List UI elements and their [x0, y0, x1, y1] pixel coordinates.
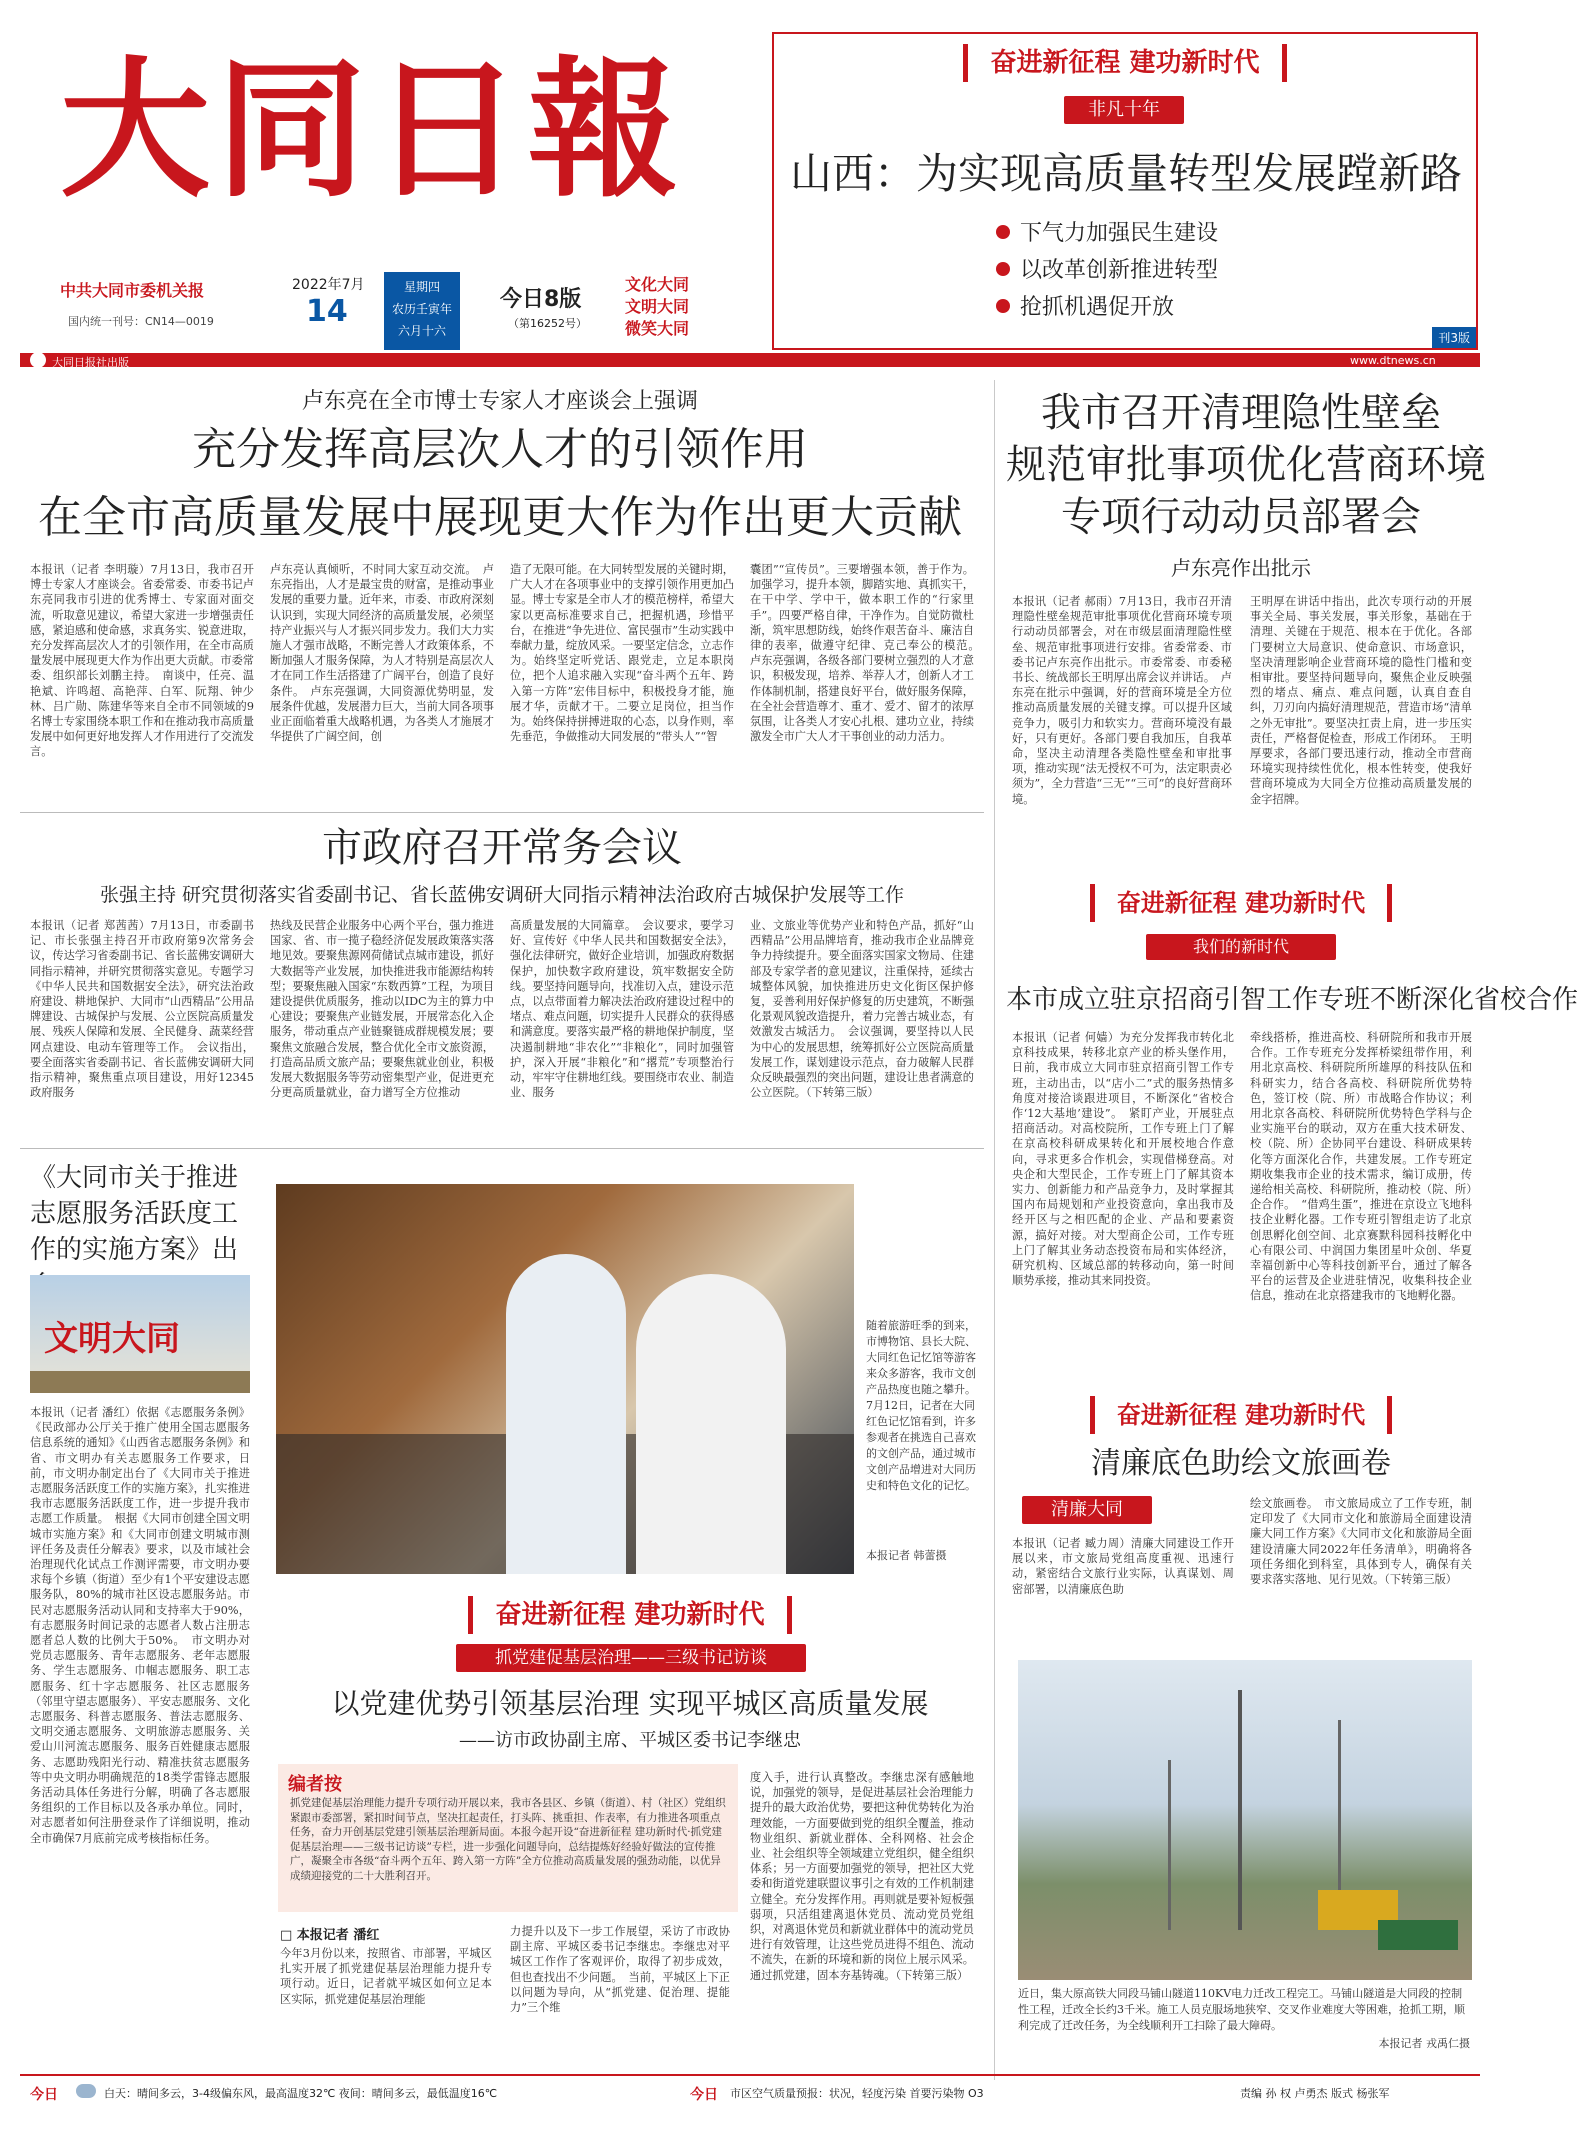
publisher-label: 大同日报社出版 — [52, 356, 129, 369]
pylon-icon — [1238, 1690, 1242, 1930]
beijing-banner-text: 奋进新征程 建功新时代 — [1090, 884, 1392, 922]
editor-note-text: 抓党建促基层治理能力提升专项行动开展以来，我市各县区、乡镇（街道）、村（社区）党组织紧跟市委部署，紧扣时间节点，坚决扛起责任，打头阵、挑重担、作表率，有力推进各项重点任务，奋力开创基层党建引领基层治理新局面。本报今起开设“奋进新征程 建功新时代·抓党建促基层治理——三级书记访谈”专栏，进一步强化问题导向，总结提炼好经验好做法的宣传推广，凝聚全市各级“奋斗两个五年、跨入第一方阵”全方位推动高质量发展的强劲动能，以优异成绩迎接党的二十大胜利召开。 — [290, 1797, 726, 1882]
bullet-dot-icon — [996, 299, 1010, 313]
bullet-3-text: 抢抓机遇促开放 — [1020, 295, 1175, 320]
section-rule — [20, 1148, 984, 1149]
top-feature-banner — [774, 44, 1476, 82]
editor-note-label: 编者按 — [288, 1774, 342, 1795]
editor-note-box — [278, 1764, 738, 1912]
footer-weather: 白天：晴间多云，3-4级偏东风，最高温度32℃ 夜间：晴间多云，最低温度16℃ — [104, 2087, 498, 2100]
council-col-3: 高质量发展的大同篇章。 会议要求，要学习好、宣传好《中华人民共和国数据安全法》，强化法律研究，做好企业培训，加强政府数据保护，加快数字政府建设，筑牢数据安全防线。要坚持问题导向，找准切入点，建设示范点，以点带面着力解决法治政府建设过程中的堵点、难点问题，切实提升人民群众的获得感和满意度。要落实最严格的耕地保护制度，坚决遏制耕地“非农化”“非粮化”，同时加强管护，深入开展“非粮化”和“撂荒”专项整治行动，牢牢守住耕地红线。要围绕市农业、制造业、服务 — [510, 919, 734, 1100]
lunar-year: 农历壬寅年 — [391, 302, 452, 316]
right-top-col-2: 王明厚在讲话中指出，此次专项行动的开展事关全局、事关发展，事关形象，基础在于清理、关键在于规范、根本在于优化。各部门要树立大局意识、使命意识、市场意识，坚决清理影响企业营商环境的隐性门槛和变相审批。要坚持问题导向，聚焦企业反映强烈的堵点、痛点、难点问题，认真自查自纠，刀刃向内搞好清理规范，营造市场“清单之外无审批”。要坚决扛责上肩，进一步压实责任，严格督促检查，形成工作闭环。 王明厚要求，各部门要迅速行动，推动全市营商环境实现持续性优化，根本性转变，使我好营商环境成为大同全方位推动高质量发展的金字招牌。 — [1250, 595, 1472, 806]
beijing-headline: 本市成立驻京招商引智工作专班不断深化省校合作 — [1006, 985, 1578, 1015]
beijing-banner — [1006, 884, 1476, 922]
right-top-headline-2: 规范审批事项优化营商环境 — [1006, 442, 1486, 488]
lead-headline-1: 充分发挥高层次人才的引领作用 — [192, 424, 808, 475]
bullet-1 — [996, 216, 1218, 247]
top-feature-bullets — [996, 216, 1218, 327]
lead-kicker: 卢东亮在全市博士专家人才座谈会上强调 — [301, 389, 698, 414]
photo-credit: 本报记者 韩蕾摄 — [866, 1549, 947, 1562]
party-headline: 以党建优势引领基层治理 实现平城区高质量发展 — [331, 1687, 929, 1720]
lead-col-4: 囊团”“宣传员”。三要增强本领，善于作为。加强学习，提升本领，脚踏实地、真抓实干，在干中学、学中干，做本职工作的“行家里手”。四要严格自律，干净作为。自觉防微杜渐，筑牢思想防线，始终作艰苦奋斗、廉洁自律的表率，做遵守纪律、克己奉公的模范。 卢东亮强调，各级各部门要树立强烈的人才意识，积极发现，培养、举荐人才，创新人才工作体制机制，搭建良好平台，做好服务保障，在全社会营造尊才、重才、爱才、留才的浓厚氛围，让各类人才安心扎根、建功立业，持续激发全市广大人才干事创业的动力活力。 — [750, 563, 986, 744]
truck-icon — [1378, 1920, 1458, 1950]
great-wall-icon — [30, 1371, 250, 1393]
issn-label: 国内统一刊号：CN14—0019 — [68, 315, 214, 328]
right-top-col-1: 本报讯（记者 郝雨）7月13日，我市召开清理隐性壁垒规范审批事项优化营商环境专项行动动员部署会，对在市级层面清理隐性壁垒、规范审批事项进行安排。省委常委、市委书记卢东亮作出批示。市委常委、市委秘书长、统战部长王明厚出席会议并讲话。 卢东亮在批示中强调，好的营商环境是全方位推动高质量发展的关键支撑。可以提升区域竞争力，吸引力和软实力。营商环境没有最好，只有更好。各部门要自我加压，自我革命，坚决主动清理各类隐性壁垒和审批事项，推动实现“法无授权不可为，法定职责必须为”，全力营造“三无”“三可”的良好营商环境。 — [1012, 595, 1232, 806]
volunteer-logo-text: 文明大同 — [44, 1319, 180, 1359]
top-feature-tag: 非凡十年 — [1064, 96, 1184, 124]
volunteer-logo — [30, 1275, 250, 1393]
lead-col-1: 本报讯（记者 李明璇）7月13日，我市召开博士专家人才座谈会。省委常委、市委书记卢东亮同我市引进的优秀博士、专家面对面交流，听取意见建议，希望大家进一步增强责任感，紧迫感和使命感，求真务实、锐意进取，充分发挥高层次人才的引领作用，在全市高质量发展中展现更大作为作出更大贡献。市委常委、组织部长刘鹏主持。 南谈中，任亮、温艳斌、许鸣超、高艳萍、白军、阮翔、钟少林、吕广勋、陈建华等来自全市不同领域的9名博士专家围绕本职工作和在推动我市高质量发展中如何更好地发挥人才作用进行了交流发言。 — [30, 563, 254, 759]
visitor-figure-icon — [506, 1254, 626, 1574]
volunteer-body: 本报讯（记者 潘红）依据《志愿服务条例》《民政部办公厅关于推广使用全国志愿服务信息系统的通知》《山西省志愿服务条例》和省、市文明办有关志愿服务工作要求，日前，市文明办制定出台了《大同市关于推进志愿服务活跃度工作的实施方案》，扎实推进我市志愿服务活跃度工作，进一步提升我市志愿工作质量。 根据《大同市创建全国文明城市实施方案》和《大同市创建文明城市测评任务及责任分解表》要求，以及市域社会治理现代化试点工作测评需要，市文明办要求每个乡镇（街道）至少有1个平安建设志愿服务队，80%的城市社区设志愿服务站。市民对志愿服务活动认同和支持率大于90%，有志愿服务时间记录的志愿者人数占注册志愿者总人数的比例大于50%。 市文明办对党员志愿服务、青年志愿服务、老年志愿服务、学生志愿服务、巾帼志愿服务、职工志愿服务、红十字志愿服务、社区志愿服务（邻里守望志愿服务）、平安志愿服务、文化志愿服务、科普志愿服务、普法志愿服务、文明交通志愿服务、文明旅游志愿服务、关爱山川河流志愿服务、服务百姓健康志愿服务、志愿助残阳光行动、精准扶贫志愿服务等中央文明办明确规范的18类学雷锋志愿服务活动具体任务进行分解，明确了各志愿服务组织的工作目标以及各承办单位。同时，对志愿者如何注册登录作了详细说明，推动全市确保7月底前完成考核指标任务。 — [30, 1406, 250, 1845]
party-tag: 抓党建促基层治理——三级书记访谈 — [456, 1644, 806, 1672]
party-col-3: 度入手，进行认真整改。李继忠深有感触地说，加强党的领导，是促进基层社会治理能力提升的最大政治优势，要把这种优势转化为治理效能，一方面要做到党的组织全覆盖，推动物业组织、新就业群体、全科网格、社会企业、社会组织等全领域建立党组织，健全组织体系；另一方面要加强党的领导，把社区大党委和街道党建联盟议事引之有效的工作机制建立健全。充分发挥作用。再则就是要补短板强弱项，只活组建离退休党员、流动党员党组织，对离退休党员和新就业群体中的流动党员进行有效管理，让这些党员进得不组色、流动不流失，在新的环境和新的岗位上展示风采。通过抓党建，固本夯基铸魂。（下转第三版） — [750, 1771, 974, 1982]
culture-banner — [1006, 1396, 1476, 1434]
power-photo-credit: 本报记者 戎禹仁摄 — [1378, 2037, 1470, 2050]
lead-headline-2: 在全市高质量发展中展现更大作为作出更大贡献 — [38, 492, 962, 543]
council-col-4: 业、文旅业等优势产业和特色产品，抓好“山西精品”公用品牌培育，推动我市企业品牌竞争力持续提升。要全面落实国家文物局、住建部及专家学者的意见建议，注重保持，延续古城整体风貌，加快推进历史文化街区保护修复，妥善利用好保护修复的历史建筑，不断强化景观风貌改造提升，着力完善古城业态，有效激发古城活力。 会议强调，要坚持以人民为中心的发展思想，统筹抓好公立医院高质量发展工作，谋划建设示范点，奋力破解人民群众反映最强烈的突出问题，建设让患者满意的公立医院。（下转第三版） — [750, 919, 974, 1100]
bullet-dot-icon — [996, 262, 1010, 276]
council-col-2: 热线及民营企业服务中心两个平台，强力推进国家、省、市一揽子稳经济促发展政策落实落地见效。要聚焦源网荷储试点城市建设，抓好大数据等产业发展，加快推进我市能源结构转型；要聚焦融入国家“东数西算”工程，为项目建设提供优质服务，推动以IDC为主的算力中心建设；要聚焦产业链发展，开展常态化入企服务，带动重点产业链聚链成群规模发展；要聚焦文旅融合发展，整合优化全市文旅资源，打造高品质文旅产品；要聚焦就业创业，积极发展大数据服务等劳动密集型产业，促进更充分更高质量就业，奋力谱写全方位推动 — [270, 919, 495, 1100]
date-block — [264, 272, 514, 350]
footer-air: 市区空气质量预报：状况，轻度污染 首要污染物 O3 — [730, 2087, 984, 2100]
culture-banner-text: 奋进新征程 建功新时代 — [1090, 1396, 1392, 1434]
culture-col-1: 本报讯（记者 臧力周）清廉大同建设工作开展以来，市文旅局党组高度重视、迅速行动，紧密结合文旅行业实际，认真谋划、周密部署，以清廉底色助 — [1012, 1537, 1234, 1596]
bullet-1-text: 下气力加强民生建设 — [1020, 221, 1219, 246]
council-headline: 市政府召开常务会议 — [322, 825, 682, 871]
pylon-icon — [1168, 1760, 1171, 1930]
slogans — [625, 274, 689, 340]
top-feature-box — [772, 32, 1478, 350]
footer-rule — [20, 2074, 1480, 2076]
museum-photo — [276, 1184, 854, 1574]
beijing-col-2: 牵线搭桥，推进高校、科研院所和我市开展合作。工作专班充分发挥桥梁纽带作用，利用北京高校、科研院所所雄厚的科技队伍和科研实力，结合各高校、科研院所优势特色，签订校（院、所）市战略合作协议；利用北京各高校、科研院所优势特色学科与企业实施平台的联动，双方在重大技术研发、校（院、所）企协同平台建设、科研成果转化等方面深化合作，共建发展。工作专班定期收集我市企业的技术需求，编订成册，传递给相关高校、科研院所，推动校（院、所）企合作。 “借鸡生蛋”，推进在京设立飞地科技企业孵化器。工作专班引智组走访了北京创思孵化创空间、北京赛默科园科技孵化中心有限公司、中润国力集团星叶众创、华夏幸福创新中心等科技创新平台，通过了解各平台的运营及企业进驻情况，收集科技企业信息，推动在北京搭建我市的飞地孵化器。 — [1250, 1031, 1472, 1303]
organ-label: 中共大同市委机关报 — [60, 281, 205, 300]
visitor-figure-icon — [636, 1274, 786, 1574]
beijing-tag: 我们的新时代 — [1146, 934, 1336, 960]
council-col-1: 本报讯（记者 郑茜茜）7月13日，市委副书记、市长张强主持召开市政府第9次常务会议，传达学习省委副书记、省长蓝佛安调研大同指示精神，并研究贯彻落实意见。专题学习《中华人民共和国数据安全法》，研究法治政府建设、耕地保护、大同市“山西精品”公用品牌建设、古城保护与发展、公立医院高质量发展、残疾人保障和发展、全民健身、蔬菜经营网点建设、电动车管理等工作。 会议指出，要全面落实省委副书记、省长蓝佛安调研大同指示精神，聚焦重点项目建设，用好12345政府服务 — [30, 919, 255, 1100]
weekday: 星期四 — [403, 280, 440, 294]
top-feature-page-ref[interactable]: 刊3版 — [1432, 327, 1476, 348]
culture-headline: 清廉底色助绘文旅画卷 — [1091, 1446, 1391, 1481]
website-link[interactable]: www.dtnews.cn — [1350, 354, 1436, 367]
photo-caption: 随着旅游旺季的到来，市博物馆、县长大院、大同红色记忆馆等游客来众多游客，我市文创产品热度也随之攀升。7月12日，记者在大同红色记忆馆看到，许多参观者在挑选自己喜欢的文创产品，通过城市文创产品增进对大同历史和特色文化的记忆。 — [866, 1319, 976, 1492]
lead-col-2: 卢东亮认真倾听，不时同大家互动交流。 卢东亮指出，人才是最宝贵的财富，是推动事业发展的重要力量。近年来，市委、市政府深刻认识到，实现大同经济的高质量发展，必须坚持产业振兴与人才振兴同步发力。我们大力实施人才强市战略，不断完善人才政策体系，不断加强人才服务保障，为人才特别是高层次人才在同工作生活搭建了广阔平台，创造了良好条件。 卢东亮强调，大同资源优势明显，发展条件优越，发展潜力巨大，当前大同各项事业正面临着重大战略机遇，为各类人才施展才华提供了广阔空间，创 — [270, 563, 494, 744]
footer-air-label: 今日 — [690, 2087, 718, 2103]
issue-number: （第16252号） — [508, 317, 587, 330]
slogan-2: 文明大同 — [625, 297, 690, 316]
party-byline: □ 本报记者 潘红 — [280, 1928, 380, 1943]
masthead — [20, 20, 760, 375]
party-banner-text: 奋进新征程 建功新时代 — [468, 1596, 791, 1634]
right-top-headline-3: 专项行动动员部署会 — [1061, 494, 1421, 540]
top-feature-banner-text: 奋进新征程 建功新时代 — [963, 44, 1286, 82]
masthead-rule — [20, 353, 1480, 367]
party-col-1: 今年3月份以来，按照省、市部署，平城区扎实开展了抓党建促基层治理能力提升专项行动。近日，记者就平城区如何立足本区实际，抓党建促基层治理能 — [280, 1947, 492, 2006]
right-top-subhead: 卢东亮作出批示 — [1171, 556, 1311, 580]
culture-col-2: 绘文旅画卷。 市文旅局成立了工作专班，制定印发了《大同市文化和旅游局全面建设清廉大同工作方案》《大同市文化和旅游局全面建设清廉大同2022年任务清单》，明确将各项任务细化到科室，具体到专人，确保有关要求落实落地、见行见效。（下转第三版） — [1250, 1497, 1472, 1587]
beijing-col-1: 本报讯（记者 何嫱）为充分发挥我市转化北京科技成果，转移北京产业的桥头堡作用，日前，我市成立大同市驻京招商引智工作专班，主动出击，以“店小二”式的服务热情多角度对接洽谈跟进项目，不断深化“省校合作‘12大基地’建设”。 紧盯产业，开展驻点招商活动。对高校院所，工作专班上门了解在京高校科研成果转化和开展校地合作意向，寻求更多合作机会，实现借梯登高。对央企和大型民企，工作专班上门了解其资本实力、创新能力和产品竞争力，及时掌握其国内布局规划和产业投资意向，拿出我市及经开区与之相匹配的企业、产品和要素资源，搞好对接。对大型商企公司，工作专班上门了解其业务动态投资布局和实体经济，研究机构、区域总部的转移动向，第一时间顺势承接，推动其来同投资。 — [1012, 1031, 1234, 1288]
party-banner — [276, 1596, 984, 1634]
volunteer-headline: 《大同市关于推进志愿服务活跃度工作的实施方案》出 — [30, 1163, 239, 1265]
date-year-month: 2022年7月 — [292, 277, 365, 293]
power-photo-caption: 近日，集大原高铁大同段马铺山隧道110KV电力迁改工程完工。马铺山隧道是大同段的控制性工程，迁改全长约3千米。施工人员克服场地狭窄、交叉作业难度大等困难，抢抓工期，顺利完成了迁改任务，为全线顺利开工扫除了最大障碍。 — [1018, 1987, 1465, 2032]
slogan-3: 微笑大同 — [625, 319, 690, 338]
section-rule — [20, 812, 984, 813]
lunar-day: 六月十六 — [397, 324, 446, 338]
council-subhead: 张强主持 研究贯彻落实省委副书记、省长蓝佛安调研大同指示精神法治政府古城保护发展等工作 — [99, 884, 905, 906]
pages-label: 今日8版 — [500, 287, 582, 312]
bullet-2 — [996, 253, 1218, 284]
weekday-box — [384, 272, 460, 350]
publisher-logo-icon — [30, 352, 46, 368]
right-top-headline-1: 我市召开清理隐性壁垒 — [1041, 390, 1441, 436]
weather-icon — [76, 2084, 96, 2098]
column-divider — [994, 380, 995, 2080]
party-subhead: ——访市政协副主席、平城区委书记李继忠 — [459, 1730, 801, 1751]
slogan-1: 文化大同 — [625, 275, 690, 294]
newspaper-title: 大同日報 — [60, 42, 685, 218]
footer-editors: 责编 孙 权 卢勇杰 版式 杨张军 — [1240, 2087, 1390, 2100]
bullet-dot-icon — [996, 225, 1010, 239]
culture-tag: 清廉大同 — [1022, 1496, 1152, 1524]
bullet-2-text: 以改革创新推进转型 — [1020, 258, 1219, 283]
lead-col-3: 造了无限可能。在大同转型发展的关键时期，广大人才在各项事业中的支撑引领作用更加凸显。博士专家是全市人才的模范榜样，希望大家以更高标准要求自己，把握机遇，珍惜平台，在推进“争先进位、富民强市”生动实践中奉献力量，绽放风采。一要坚定信念，立志作为。始终坚定听党话、跟党走，立足本职岗位，把个人追求融入实现“奋斗两个五年、跨入第一方阵”宏伟目标中，积极投身才能，施展才华，贡献才干。二要立足岗位，担当作为。始终保持拼搏进取的心态，以身作则，率先垂范，争做推动大同发展的“带头人”“智 — [510, 563, 735, 744]
party-col-2: 力提升以及下一步工作展望，采访了市政协副主席、平城区委书记李继忠。李继忠对平城区工作作了客观评价，取得了初步成效，但也查找出不少问题。 当前，平城区上下正以问题为导向，从“抓党建、促治理、提能力”三个维 — [510, 1925, 730, 2015]
top-feature-headline: 山西：为实现高质量转型发展蹚新路 — [789, 149, 1462, 198]
power-line-photo — [1018, 1660, 1472, 1980]
date-day: 14 — [306, 294, 348, 329]
footer-today-label: 今日 — [30, 2087, 58, 2103]
bullet-3 — [996, 290, 1218, 321]
